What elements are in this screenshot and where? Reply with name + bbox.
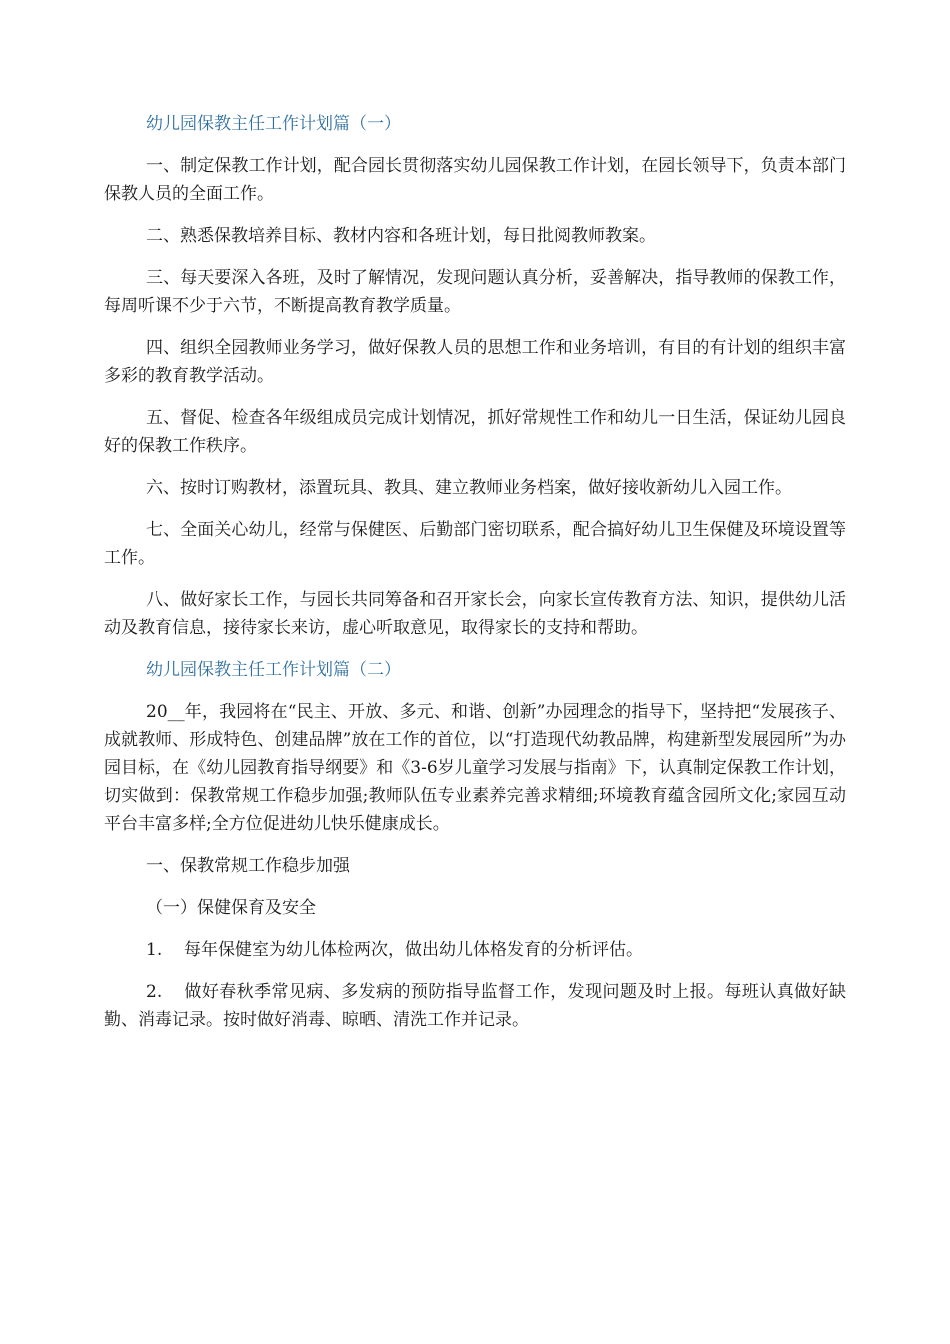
paragraph: 三、每天要深入各班，及时了解情况，发现问题认真分析，妥善解决，指导教师的保教工作，每周听课不少于六节，不断提高教育教学质量。 bbox=[104, 268, 846, 316]
subheading: （一）保健保育及安全 bbox=[146, 898, 316, 918]
paragraph: 七、全面关心幼儿，经常与保健医、后勤部门密切联系，配合搞好幼儿卫生保健及环境设置等工作。 bbox=[104, 520, 846, 568]
section-heading-1: 幼儿园保教主任工作计划篇（一） bbox=[146, 114, 401, 134]
numbered-item bbox=[104, 978, 846, 1034]
section-heading-2: 幼儿园保教主任工作计划篇（二） bbox=[146, 660, 401, 680]
paragraph: 四、组织全园教师业务学习，做好保教人员的思想工作和业务培训，有目的有计划的组织丰富多彩的教育教学活动。 bbox=[104, 338, 846, 386]
item-text: 做好春秋季常见病、多发病的预防指导监督工作，发现问题及时上报。每班认真做好缺勤、消毒记录。按时做好消毒、晾晒、清洗工作并记录。 bbox=[104, 982, 846, 1030]
intro-paragraph: 20__年，我园将在“民主、开放、多元、和谐、创新”办园理念的指导下，坚持把“发展孩子、成就教师、形成特色、创建品牌”放在工作的首位，以“打造现代幼教品牌，构建新型发展园所”为办园目标，在《幼儿园教育指导纲要》和《3-6岁儿童学习发展与指南》下，认真制定保教工作计划，切实做到：保教常规工作稳步加强;教师队伍专业素养完善求精细;环境教育蕴含园所文化;家园互动平台丰富多样;全方位促进幼儿快乐健康成长。 bbox=[104, 702, 846, 834]
numbered-item bbox=[104, 936, 846, 964]
document-page bbox=[104, 110, 846, 1048]
paragraph: 二、熟悉保教培养目标、教材内容和各班计划，每日批阅教师教案。 bbox=[146, 226, 656, 246]
paragraph: 五、督促、检查各年级组成员完成计划情况，抓好常规性工作和幼儿一日生活，保证幼儿园良好的保教工作秩序。 bbox=[104, 408, 846, 456]
paragraph: 八、做好家长工作，与园长共同筹备和召开家长会，向家长宣传教育方法、知识，提供幼儿活动及教育信息，接待家长来访，虚心听取意见，取得家长的支持和帮助。 bbox=[104, 590, 846, 638]
item-number: 1. bbox=[146, 940, 163, 960]
subheading: 一、保教常规工作稳步加强 bbox=[146, 856, 350, 876]
paragraph: 六、按时订购教材，添置玩具、教具、建立教师业务档案，做好接收新幼儿入园工作。 bbox=[146, 478, 792, 498]
item-text: 每年保健室为幼儿体检两次，做出幼儿体格发育的分析评估。 bbox=[184, 940, 643, 960]
item-number: 2. bbox=[146, 982, 163, 1002]
paragraph: 一、制定保教工作计划，配合园长贯彻落实幼儿园保教工作计划，在园长领导下，负责本部门保教人员的全面工作。 bbox=[104, 156, 846, 204]
